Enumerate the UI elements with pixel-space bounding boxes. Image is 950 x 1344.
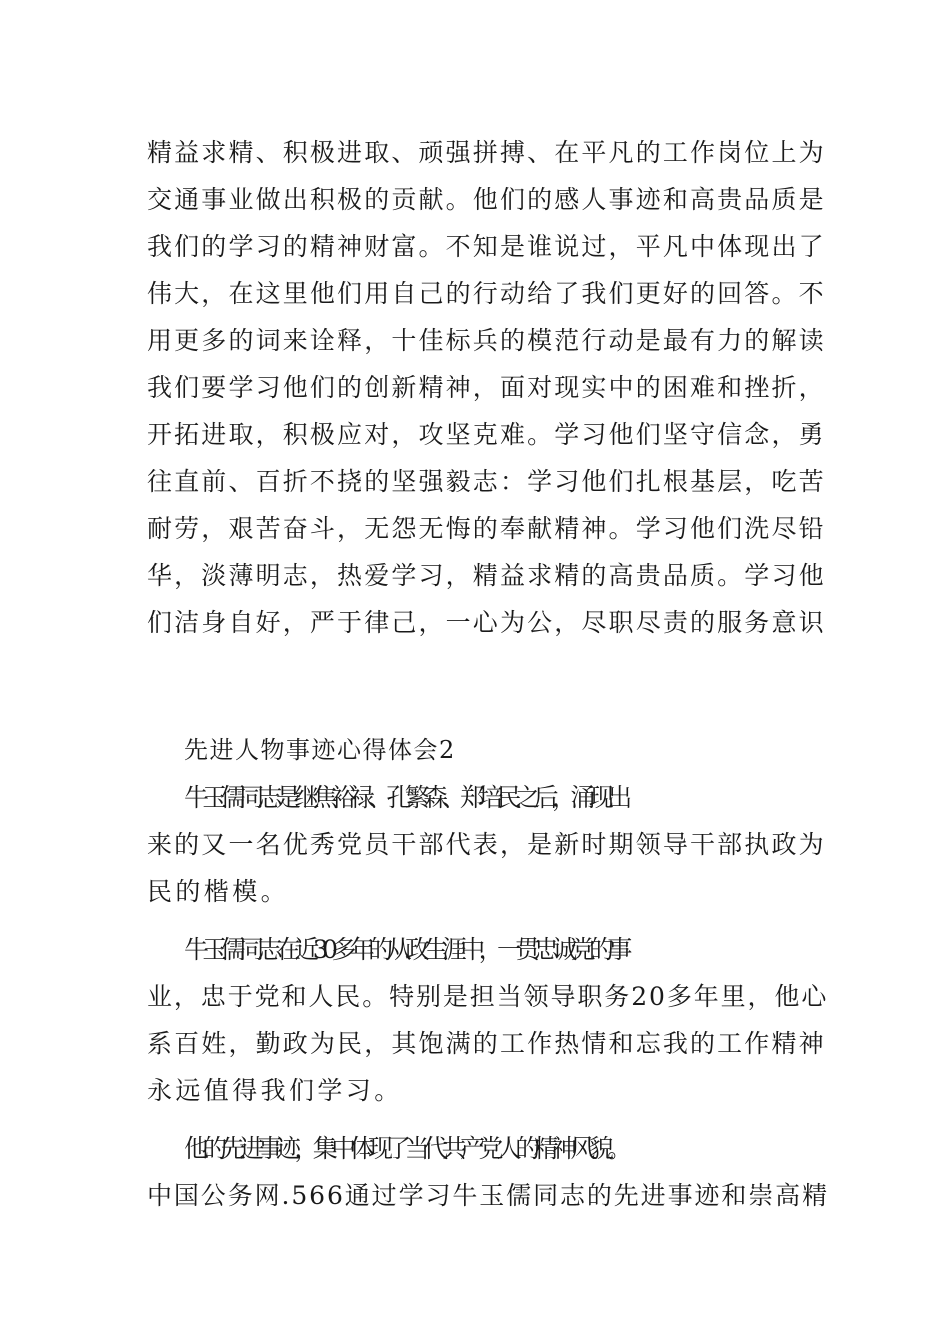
text-line: 用更多的词来诠释，十佳标兵的模范行动是最有力的解读	[147, 326, 826, 355]
text-line: 来的又一名优秀党员干部代表，是新时期领导干部执政为	[147, 830, 826, 859]
text-line: 民的楷模。	[147, 877, 290, 906]
text-line: 永远值得我们学习。	[147, 1076, 403, 1105]
text-line: 业，忠于党和人民。特别是担当领导职务20多年里，他心	[147, 982, 829, 1011]
text-line: 我们的学习的精神财富。不知是谁说过，平凡中体现出了	[147, 232, 826, 261]
section-heading: 先进人物事迹心得体会2	[184, 736, 456, 764]
text-line: 牛玉儒同志在近30多年的从政生涯中，一贯忠诚党的事	[184, 935, 626, 964]
text-line: 伟大，在这里他们用自己的行动给了我们更好的回答。不	[147, 279, 826, 308]
text-line: 精益求精、积极进取、顽强拼搏、在平凡的工作岗位上为	[147, 138, 826, 167]
text-line: 中国公务网.566通过学习牛玉儒同志的先进事迹和崇高精	[147, 1181, 829, 1210]
text-line: 系百姓，勤政为民，其饱满的工作热情和忘我的工作精神	[147, 1029, 826, 1058]
text-line: 交通事业做出积极的贡献。他们的感人事迹和高贵品质是	[147, 185, 826, 214]
text-line: 牛玉儒同志是继焦裕禄、孔繁森、郑培民之后，涌现出	[184, 783, 626, 812]
text-line: 我们要学习他们的创新精神，面对现实中的困难和挫折，	[147, 373, 826, 402]
text-line: 开拓进取，积极应对，攻坚克难。学习他们坚守信念，勇	[147, 420, 826, 449]
text-line: 们洁身自好，严于律己，一心为公，尽职尽责的服务意识	[147, 608, 826, 637]
text-line: 华，淡薄明志，热爱学习，精益求精的高贵品质。学习他	[147, 561, 826, 590]
text-line: 他的先进事迹，集中体现了当代共产党人的精神风貌。	[184, 1134, 626, 1163]
text-line: 耐劳，艰苦奋斗，无怨无悔的奉献精神。学习他们洗尽铅	[147, 514, 826, 543]
text-line: 往直前、百折不挠的坚强毅志：学习他们扎根基层，吃苦	[147, 467, 826, 496]
